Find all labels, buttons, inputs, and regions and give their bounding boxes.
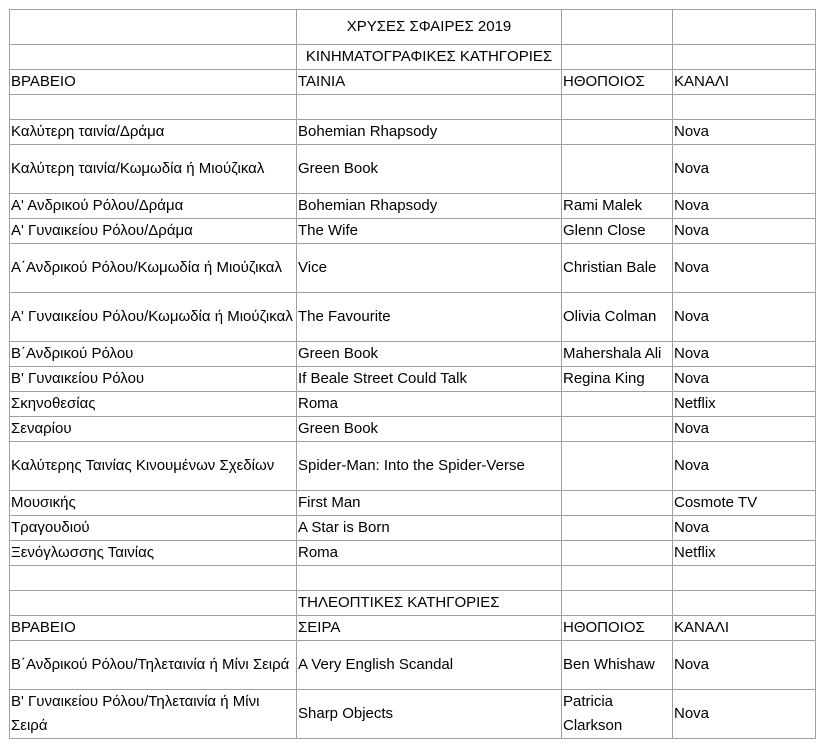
title-cell: Sharp Objects	[297, 690, 562, 739]
empty-cell	[10, 591, 297, 616]
empty-cell	[10, 95, 297, 120]
empty-cell	[673, 45, 816, 70]
column-header-award: ΒΡΑΒΕΙΟ	[10, 616, 297, 641]
column-header-actor: ΗΘΟΠΟΙΟΣ	[562, 616, 673, 641]
table-row	[10, 244, 816, 293]
actor-cell	[562, 541, 673, 566]
actor-cell	[562, 442, 673, 491]
award-cell: Β' Γυναικείου Ρόλου/Τηλεταινία ή Μίνι Σειρά	[10, 690, 297, 739]
award-cell: Β' Γυναικείου Ρόλου	[10, 367, 297, 392]
actor-cell	[562, 392, 673, 417]
actor-cell: Mahershala Ali	[562, 342, 673, 367]
title-cell: Vice	[297, 244, 562, 293]
title-row	[10, 10, 816, 45]
award-cell: Καλύτερη ταινία/Κωμωδία ή Μιούζικαλ	[10, 145, 297, 194]
title-cell: Bohemian Rhapsody	[297, 194, 562, 219]
table-row	[10, 541, 816, 566]
actor-cell	[562, 417, 673, 442]
title-cell: The Favourite	[297, 293, 562, 342]
award-cell: Τραγουδιού	[10, 516, 297, 541]
channel-cell: Nova	[673, 641, 816, 690]
empty-cell	[10, 566, 297, 591]
title-cell: A Star is Born	[297, 516, 562, 541]
column-header-channel: ΚΑΝΑΛΙ	[673, 616, 816, 641]
channel-cell: Nova	[673, 417, 816, 442]
table-row	[10, 417, 816, 442]
channel-cell: Netflix	[673, 392, 816, 417]
table-row	[10, 367, 816, 392]
actor-cell	[562, 145, 673, 194]
award-cell: Α΄Ανδρικού Ρόλου/Κωμωδία ή Μιούζικαλ	[10, 244, 297, 293]
channel-cell: Nova	[673, 342, 816, 367]
awards-table	[9, 9, 816, 739]
title-cell: Bohemian Rhapsody	[297, 120, 562, 145]
title-cell: First Man	[297, 491, 562, 516]
spacer-row	[10, 566, 816, 591]
channel-cell: Nova	[673, 516, 816, 541]
sheet-title: ΧΡΥΣΕΣ ΣΦΑΙΡΕΣ 2019	[297, 10, 562, 45]
actor-cell	[562, 491, 673, 516]
award-cell: Σκηνοθεσίας	[10, 392, 297, 417]
empty-cell	[297, 566, 562, 591]
table-row	[10, 690, 816, 739]
award-cell: Β΄Ανδρικού Ρόλου	[10, 342, 297, 367]
award-cell: Ξενόγλωσσης Ταινίας	[10, 541, 297, 566]
empty-cell	[562, 566, 673, 591]
channel-cell: Nova	[673, 145, 816, 194]
channel-cell: Nova	[673, 194, 816, 219]
film-section-heading-row	[10, 45, 816, 70]
table-row	[10, 442, 816, 491]
actor-cell: Rami Malek	[562, 194, 673, 219]
empty-cell	[562, 10, 673, 45]
title-cell: Green Book	[297, 417, 562, 442]
title-cell: Spider-Man: Into the Spider-Verse	[297, 442, 562, 491]
award-cell: Α' Ανδρικού Ρόλου/Δράμα	[10, 194, 297, 219]
table-row	[10, 392, 816, 417]
table-row	[10, 516, 816, 541]
empty-cell	[673, 566, 816, 591]
empty-cell	[673, 10, 816, 45]
empty-cell	[562, 591, 673, 616]
title-cell: Roma	[297, 392, 562, 417]
title-cell: Green Book	[297, 342, 562, 367]
channel-cell: Nova	[673, 120, 816, 145]
empty-cell	[673, 95, 816, 120]
actor-cell: Glenn Close	[562, 219, 673, 244]
tv-section-heading-row	[10, 591, 816, 616]
channel-cell: Nova	[673, 690, 816, 739]
tv-header-row	[10, 616, 816, 641]
award-cell: Α' Γυναικείου Ρόλου/Κωμωδία ή Μιούζικαλ	[10, 293, 297, 342]
actor-cell: Olivia Colman	[562, 293, 673, 342]
channel-cell: Nova	[673, 244, 816, 293]
empty-cell	[562, 45, 673, 70]
title-cell: Roma	[297, 541, 562, 566]
table-row	[10, 120, 816, 145]
channel-cell: Cosmote TV	[673, 491, 816, 516]
title-cell: The Wife	[297, 219, 562, 244]
empty-cell	[673, 591, 816, 616]
column-header-award: ΒΡΑΒΕΙΟ	[10, 70, 297, 95]
channel-cell: Nova	[673, 293, 816, 342]
table-row	[10, 342, 816, 367]
table-row	[10, 293, 816, 342]
title-cell: Green Book	[297, 145, 562, 194]
award-cell: Καλύτερη ταινία/Δράμα	[10, 120, 297, 145]
channel-cell: Netflix	[673, 541, 816, 566]
title-cell: A Very English Scandal	[297, 641, 562, 690]
actor-cell: Patricia Clarkson	[562, 690, 673, 739]
film-header-row	[10, 70, 816, 95]
award-cell: Β΄Ανδρικού Ρόλου/Τηλεταινία ή Μίνι Σειρά	[10, 641, 297, 690]
actor-cell: Ben Whishaw	[562, 641, 673, 690]
award-cell: Καλύτερης Ταινίας Κινουμένων Σχεδίων	[10, 442, 297, 491]
column-header-film: ΤΑΙΝΙΑ	[297, 70, 562, 95]
table-row	[10, 145, 816, 194]
actor-cell	[562, 516, 673, 541]
actor-cell: Christian Bale	[562, 244, 673, 293]
channel-cell: Nova	[673, 219, 816, 244]
empty-cell	[562, 95, 673, 120]
actor-cell	[562, 120, 673, 145]
channel-cell: Nova	[673, 442, 816, 491]
empty-cell	[297, 95, 562, 120]
title-cell: If Beale Street Could Talk	[297, 367, 562, 392]
table-row	[10, 194, 816, 219]
column-header-actor: ΗΘΟΠΟΙΟΣ	[562, 70, 673, 95]
film-section-heading: ΚΙΝΗΜΑΤΟΓΡΑΦΙΚΕΣ ΚΑΤΗΓΟΡΙΕΣ	[297, 45, 562, 70]
spacer-row	[10, 95, 816, 120]
award-cell: Σεναρίου	[10, 417, 297, 442]
table-row	[10, 219, 816, 244]
channel-cell: Nova	[673, 367, 816, 392]
column-header-channel: ΚΑΝΑΛΙ	[673, 70, 816, 95]
actor-cell: Regina King	[562, 367, 673, 392]
award-cell: Μουσικής	[10, 491, 297, 516]
table-row	[10, 641, 816, 690]
empty-cell	[10, 45, 297, 70]
table-row	[10, 491, 816, 516]
award-cell: Α' Γυναικείου Ρόλου/Δράμα	[10, 219, 297, 244]
tv-section-heading: ΤΗΛΕΟΠΤΙΚΕΣ ΚΑΤΗΓΟΡΙΕΣ	[297, 591, 562, 616]
empty-cell	[10, 10, 297, 45]
column-header-series: ΣΕΙΡΑ	[297, 616, 562, 641]
